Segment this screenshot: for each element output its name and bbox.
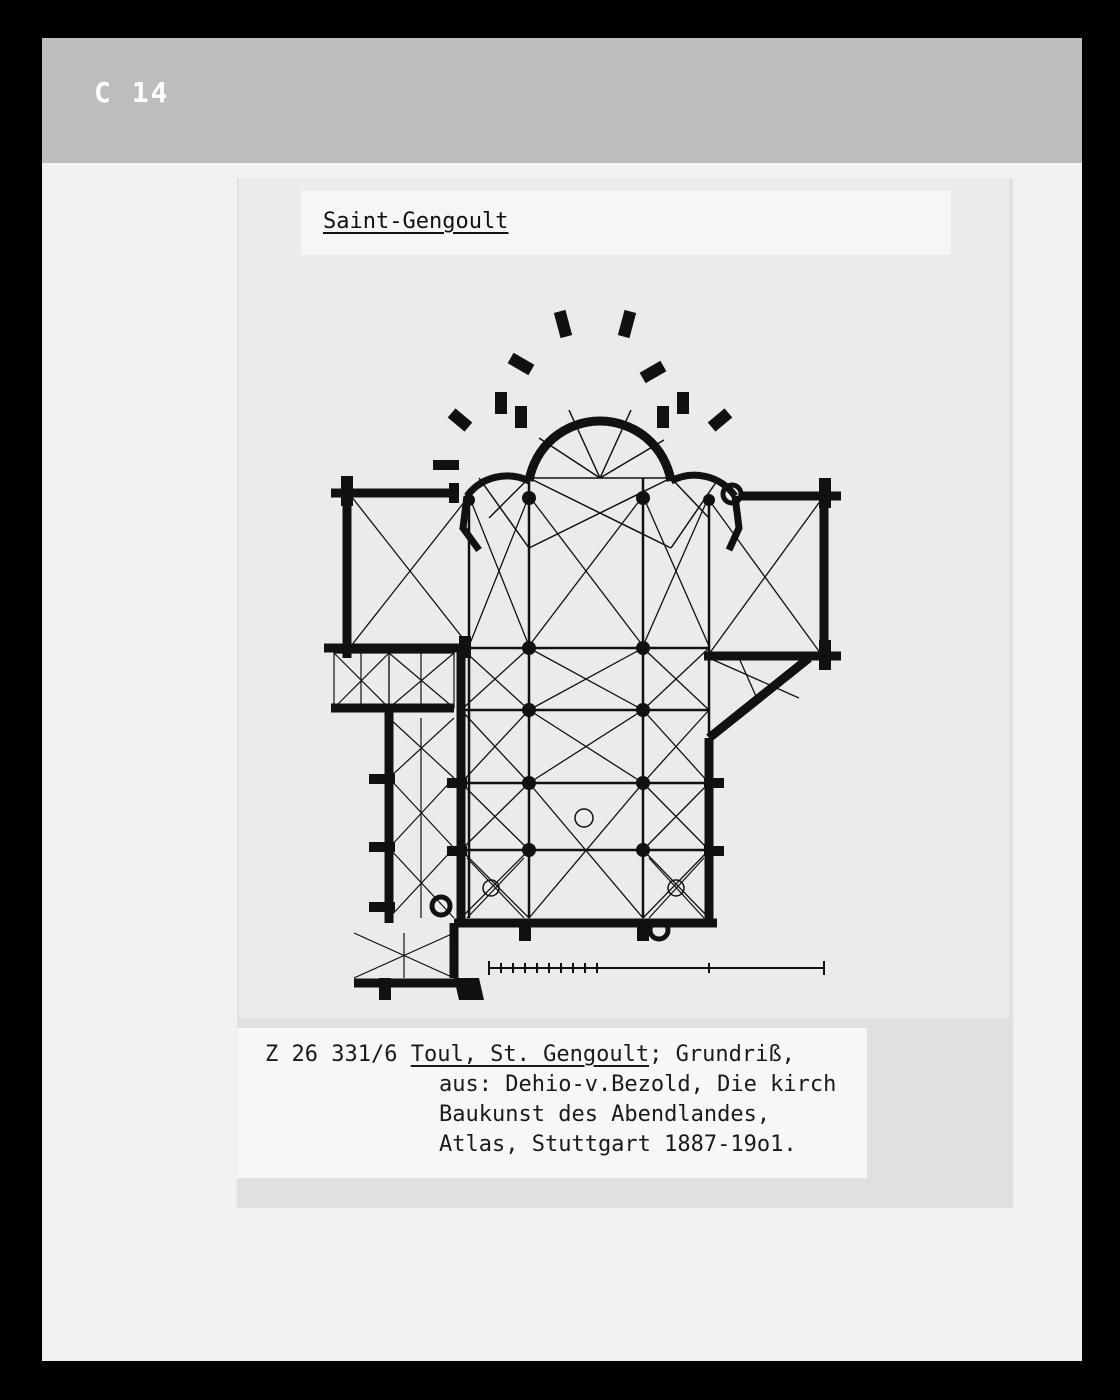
plan-title: Saint-Gengoult [323,209,509,234]
caption-line-2: aus: Dehio-v.Bezold, Die kirch [439,1072,837,1097]
caption-line-1-rest: ; Grundriß, [649,1042,795,1067]
caption-label [237,1028,867,1178]
caption-line-4: Atlas, Stuttgart 1887-19o1. [439,1132,797,1157]
inventory-number: Z 26 331/6 [265,1042,398,1067]
subject-name: Toul, St. Gengoult [410,1042,650,1067]
card-code: C 14 [94,76,170,109]
photo-print [237,178,1013,1208]
slide-frame [42,38,1082,1361]
floor-plan-drawing [239,178,1009,1018]
index-card [42,163,1082,1361]
card-header-band [42,38,1082,163]
caption-line-3: Baukunst des Abendlandes, [439,1102,771,1127]
plan-sheet [239,178,1009,1018]
caption-line-1 [265,1042,795,1067]
